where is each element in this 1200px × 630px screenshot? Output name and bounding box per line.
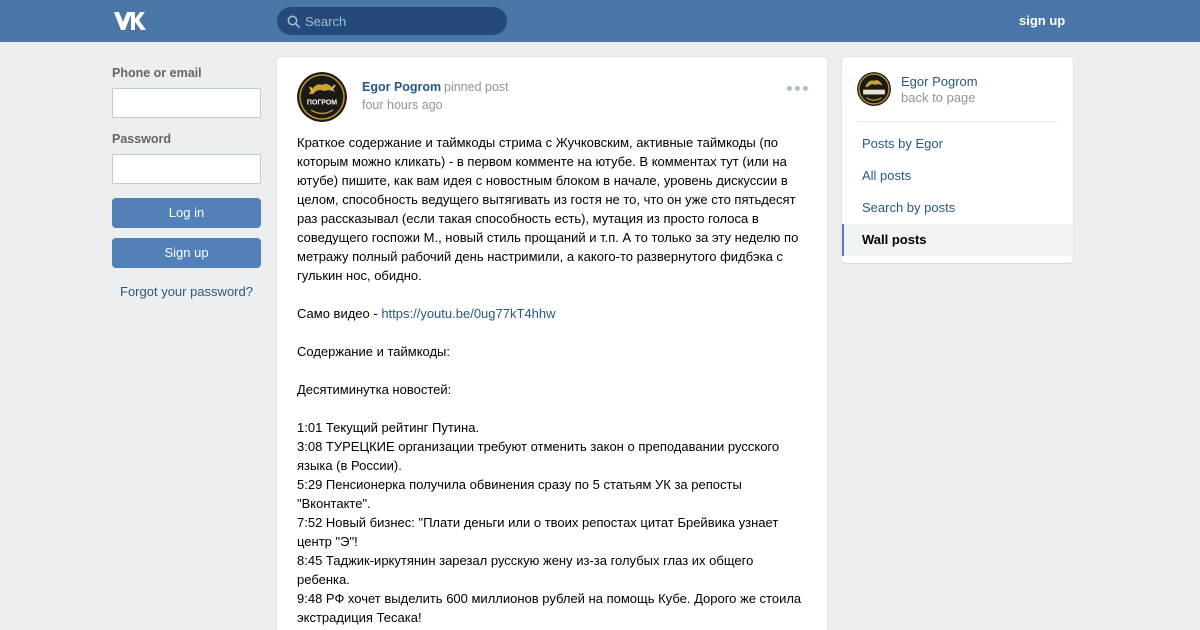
post-body xyxy=(297,133,807,627)
signup-button[interactable]: Sign up xyxy=(112,238,261,268)
post-author-link[interactable]: Egor Pogrom xyxy=(362,80,442,94)
sidebar-item-wall-posts[interactable]: Wall posts xyxy=(842,224,1073,256)
more-options-icon[interactable] xyxy=(787,85,809,93)
avatar-logo-text: ПОГРОМ xyxy=(306,99,338,107)
post-intro: Краткое содержание и таймкоды стрима с Жучковским, активные таймкоды (по которым можно кликать) - в первом комменте на ютубе. В комментах тут (или на ютубе) пишите, как вам идея с новостным блоком в начале, уровень дискуссии в целом, способность ведущего вытягивать из гостя не то, что он уже сто пятьдесят раз рассказывал (если такая способность есть), мутация из просто голоса в соведущего госпожи М., новый стиль прощаний и т.п. А то только за эту неделю по метражу полный рабочий день настримили, а какого-то развернутого фидбэка с гулькин нос, обидно. xyxy=(297,135,799,283)
forgot-password-link[interactable]: Forgot your password? xyxy=(120,284,253,299)
password-label: Password xyxy=(112,132,172,146)
vk-logo-icon[interactable] xyxy=(112,10,146,32)
sidebar-item-posts-by-egor[interactable]: Posts by Egor xyxy=(862,136,943,151)
pinned-label: pinned post xyxy=(444,80,509,94)
sidebar-item-search-by-posts[interactable]: Search by posts xyxy=(862,200,956,215)
search-input[interactable] xyxy=(305,7,501,35)
login-form xyxy=(112,66,261,299)
login-button[interactable]: Log in xyxy=(112,198,261,228)
pinned-post xyxy=(277,57,827,630)
search-icon xyxy=(287,15,300,28)
timecode-item: 3:08 ТУРЕЦКИЕ организации требуют отменить закон о преподавании русского языка (в России). xyxy=(297,439,780,473)
sidebar-item-all-posts[interactable]: All posts xyxy=(862,168,912,183)
phone-label: Phone or email xyxy=(112,66,202,80)
phone-email-field[interactable] xyxy=(112,88,261,118)
video-link[interactable]: https://youtu.be/0ug77kT4hhw xyxy=(381,306,556,321)
timecode-item: 5:29 Пенсионерка получила обвинения сразу по 5 статьям УК за репосты "Вконтакте". xyxy=(297,477,742,511)
contents-heading: Содержание и таймкоды: xyxy=(297,344,451,359)
sidebar-avatar[interactable] xyxy=(857,72,891,106)
timecode-item: 9:48 РФ хочет выделить 600 миллионов рублей на помощь Кубе. Дорого же стоила экстрадиция Тесака! xyxy=(297,591,802,625)
post-time[interactable]: four hours ago xyxy=(362,98,443,112)
sidebar-author-link[interactable]: Egor Pogrom xyxy=(901,74,978,89)
password-field[interactable] xyxy=(112,154,261,184)
news-heading: Десятиминутка новостей: xyxy=(297,382,452,397)
divider xyxy=(857,121,1057,122)
header-signup-link[interactable]: sign up xyxy=(1019,13,1066,28)
timecode-item: 8:45 Таджик-иркутянин зарезал русскую жену из-за голубых глаз их общего ребенка. xyxy=(297,553,754,587)
video-line: Само видео - https://youtu.be/0ug77kT4hhw xyxy=(297,306,556,321)
author-avatar[interactable] xyxy=(297,72,347,122)
back-to-page-link[interactable]: back to page xyxy=(901,90,976,105)
timecode-item: 7:52 Новый бизнес: "Плати деньги или о твоих репостах цитат Брейвика узнает центр "Э"! xyxy=(297,515,779,549)
timecode-item: 1:01 Текущий рейтинг Путина. xyxy=(297,420,480,435)
wall-sidebar xyxy=(842,57,1073,263)
top-bar xyxy=(0,0,1200,42)
search-box[interactable] xyxy=(277,7,507,35)
